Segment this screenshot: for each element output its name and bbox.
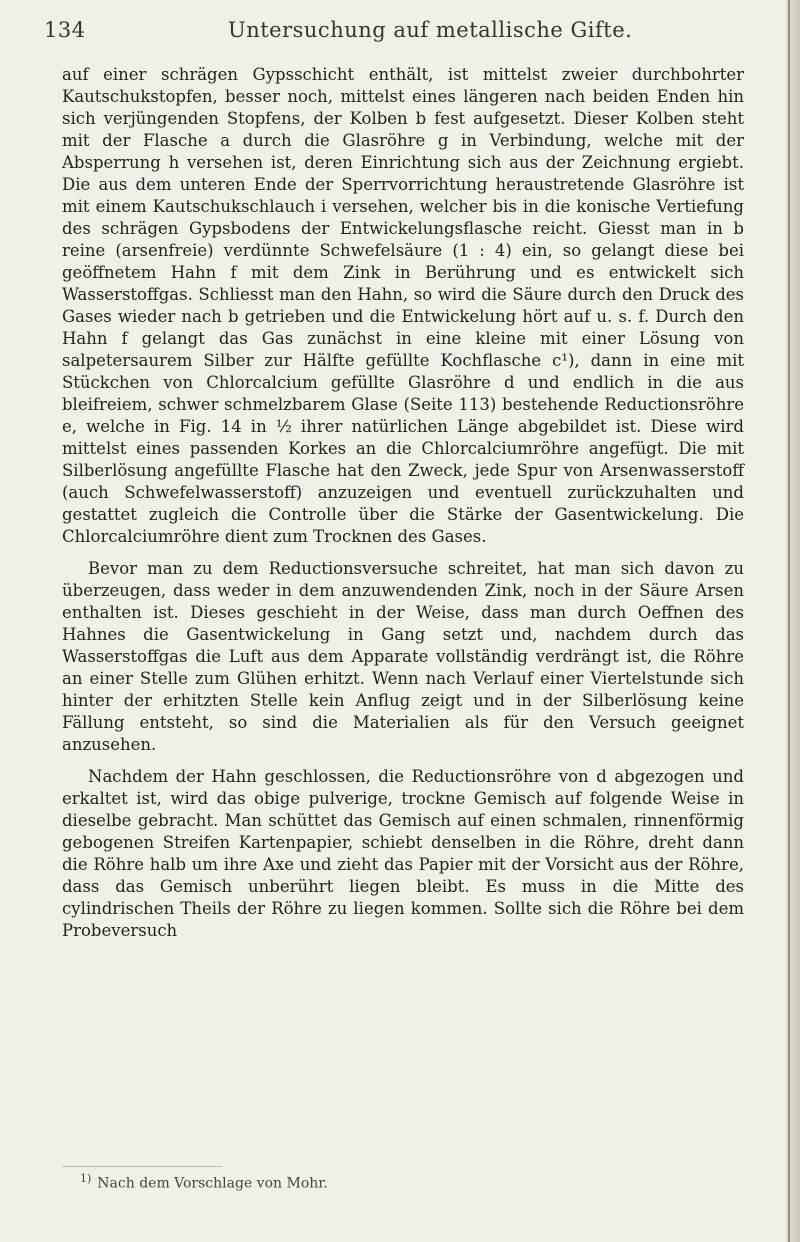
- page-edge-line: [788, 0, 790, 1242]
- footnote-mark: 1): [80, 1172, 92, 1185]
- footnote-text: Nach dem Vorschlage von Mohr.: [97, 1175, 328, 1192]
- paragraph-1: auf einer schrägen Gypsschicht enthält, ist mittelst zweier durchbohrter Kautschukstopfen, besser noch, mittelst eines längeren nach beiden Enden hin sich verjüngenden Stopfens, der Kolben b fest aufgesetzt. Dieser Kolben steht mit der Flasche a durch die Glasröhre g in Verbindung, welche mit der Absperrung h versehen ist, deren Einrichtung sich aus der Zeichnung ergiebt. Die aus dem unteren Ende der Sperrvorrichtung heraustretende Glasröhre ist mit einem Kautschukschlauch i versehen, welcher bis in die konische Vertiefung des schrägen Gypsbodens der Entwickelungsflasche reicht. Giesst man in b reine (arsenfreie) verdünnte Schwefelsäure (1 : 4) ein, so gelangt diese bei geöffnetem Hahn f mit dem Zink in Berührung und es entwickelt sich Wasserstoffgas. Schliesst man den Hahn, so wird die Säure durch den Druck des Gases wieder nach b getrieben und die Entwickelung hört auf u. s. f. Durch den Hahn f gelangt das Gas zunächst in eine kleine mit einer Lösung von salpetersaurem Silber zur Hälfte gefüllte Kochflasche c¹), dann in eine mit Stückchen von Chlorcalcium gefüllte Glasröhre d und endlich in die aus bleifreiem, schwer schmelzbarem Glase (Seite 113) bestehende Reductionsröhre e, welche in Fig. 14 in ½ ihrer natürlichen Länge abgebildet ist. Diese wird mittelst eines passenden Korkes an die Chlorcalciumröhre angefügt. Die mit Silberlösung angefüllte Flasche hat den Zweck, jede Spur von Arsenwasserstoff (auch Schwefelwasserstoff) anzuzeigen und eventuell zurückzuhalten und gestattet zugleich die Controlle über die Stärke der Gasentwickelung. Die Chlorcalciumröhre dient zum Trocknen des Gases.: [62, 65, 744, 546]
- footnote-rule: [62, 1166, 222, 1167]
- page-header: [44, 18, 744, 48]
- running-title: Untersuchung auf metallische Gifte.: [228, 18, 633, 42]
- paragraph-3: Nachdem der Hahn geschlossen, die Reductionsröhre von d abgezogen und erkaltet ist, wird das obige pulverige, trockne Gemisch auf folgende Weise in dieselbe gebracht. Man schüttet das Gemisch auf einen schmalen, rinnenförmig gebogenen Streifen Kartenpapier, schiebt denselben in die Röhre, dreht dann die Röhre halb um ihre Axe und zieht das Papier mit der Vorsicht aus der Röhre, dass das Gemisch unberührt liegen bleibt. Es muss in die Mitte des cylindrischen Theils der Röhre zu liegen kommen. Sollte sich die Röhre bei dem Probeversuch: [62, 767, 744, 940]
- page-number: 134: [44, 18, 86, 42]
- body-text: [62, 64, 744, 942]
- footnote: [80, 1172, 740, 1192]
- paragraph-2: Bevor man zu dem Reductionsversuche schreitet, hat man sich davon zu überzeugen, dass weder in dem anzuwendenden Zink, noch in der Säure Arsen enthalten ist. Dieses geschieht in der Weise, dass man durch Oeffnen des Hahnes die Gasentwickelung in Gang setzt und, nachdem durch das Wasserstoffgas die Luft aus dem Apparate vollständig verdrängt ist, die Röhre an einer Stelle zum Glühen erhitzt. Wenn nach Verlauf einer Viertelstunde sich hinter der erhitzten Stelle kein Anflug zeigt und in der Silberlösung keine Fällung entsteht, so sind die Materialien als für den Versuch geeignet anzusehen.: [62, 559, 744, 754]
